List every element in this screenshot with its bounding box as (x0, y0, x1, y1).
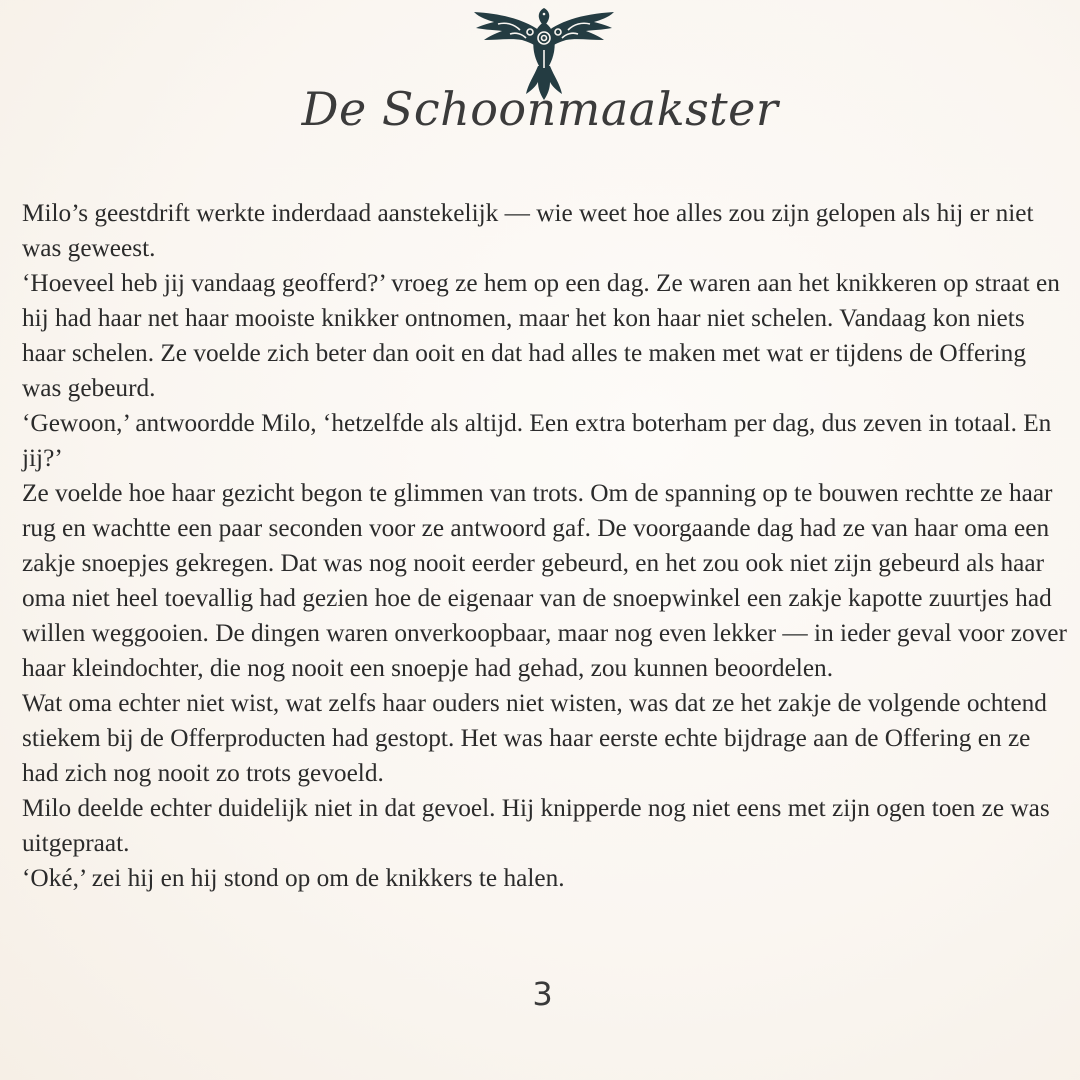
paragraph: Wat oma echter niet wist, wat zelfs haar ouders niet wisten, was dat ze het zakje de volgende ochtend stiekem bij de Offerproducten had gestopt. Het was haar eerste echte bijdrage aan de Offering en ze had zich nog nooit zo trots gevoeld. (22, 689, 1047, 787)
page-number: 3 (532, 975, 553, 1013)
paragraph: Milo’s geestdrift werkte inderdaad aanstekelijk — wie weet hoe alles zou zijn gelopen als hij er niet was geweest. (22, 199, 1034, 262)
paragraph: ‘Oké,’ zei hij en hij stond op om de knikkers te halen. (22, 864, 565, 892)
paragraph: Ze voelde hoe haar gezicht begon te glimmen van trots. Om de spanning op te bouwen rechtte ze haar rug en wachtte een paar seconden voor ze antwoord gaf. De voorgaande dag had ze van haar oma een zakje snoepjes gekregen. Dat was nog nooit eerder gebeurd, en het zou ook niet zijn gebeurd als haar oma niet heel toevallig had gezien hoe de eigenaar van de snoepwinkel een zakje kapotte zuurtjes had willen weggooien. De dingen waren onverkoopbaar, maar nog even lekker — in ieder geval voor zover haar kleindochter, die nog nooit een snoepje had gehad, zou kunnen beoordelen. (22, 479, 1067, 682)
paragraph: ‘Hoeveel heb jij vandaag geofferd?’ vroeg ze hem op een dag. Ze waren aan het knikkeren op straat en hij had haar net haar mooiste knikker ontnomen, maar het kon haar niet schelen. Vandaag kon niets haar schelen. Ze voelde zich beter dan ooit en dat had alles te maken met wat er tijdens de Offering was gebeurd. (22, 269, 1060, 402)
body-text (22, 196, 1067, 896)
paragraph: ‘Gewoon,’ antwoordde Milo, ‘hetzelfde als altijd. Een extra boterham per dag, dus zeven in totaal. En jij?’ (22, 409, 1052, 472)
book-title: De Schoonmaakster (301, 82, 779, 136)
paragraph: Milo deelde echter duidelijk niet in dat gevoel. Hij knipperde nog niet eens met zijn ogen toen ze was uitgepraat. (22, 794, 1050, 857)
